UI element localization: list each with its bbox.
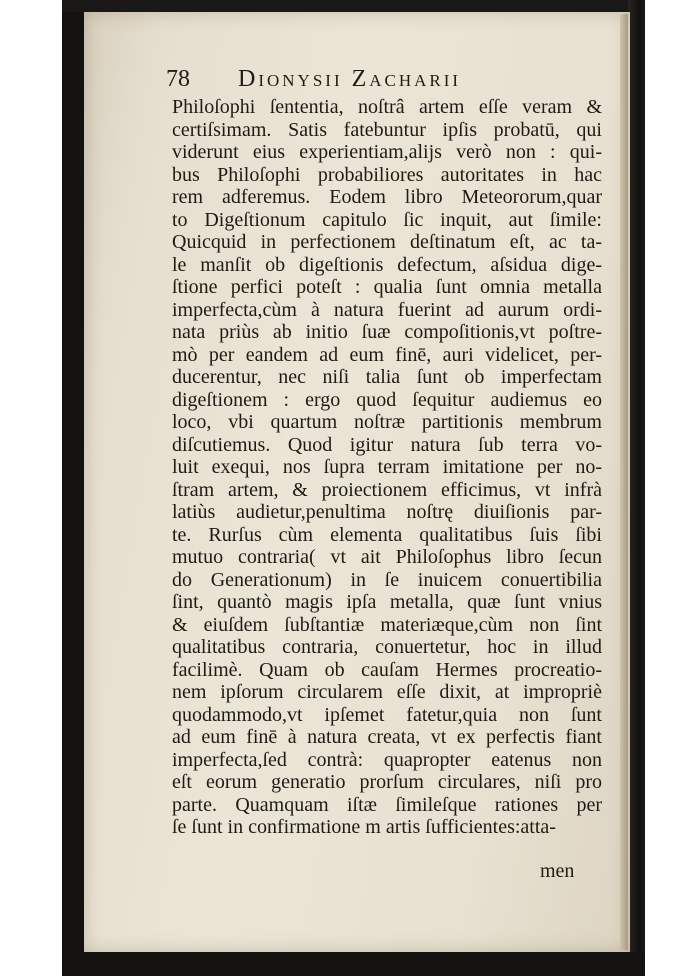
text-line: & eiuſdem ſubſtantiæ materiæque,cùm non ſint <box>172 613 602 636</box>
text-line: loco, vbi quartum noſtræ partitionis membrum <box>172 411 602 433</box>
text-line: Philoſophi ſententia, noſtrâ artem eſſe veram & <box>172 96 602 118</box>
text-line: latiùs audietur,penultima noſtrę diuiſionis par- <box>172 501 602 523</box>
text-line: ducerentur, nec niſi talia ſunt ob imperfectam <box>172 366 602 388</box>
scan-background-top <box>62 0 645 12</box>
text-line: le manſit ob digeſtionis defectum, aſsidua dige- <box>172 253 602 276</box>
scan-background-left <box>62 0 86 976</box>
catchword: men <box>540 860 575 882</box>
text-line: parte. Quamquam iſtæ ſimileſque rationes per <box>172 793 602 816</box>
text-line: ſe ſunt in confirmatione m artis ſufficientes:atta- <box>172 816 556 838</box>
body-text <box>172 96 602 839</box>
text-line: ſint, quantò magis ipſa metalla, quæ ſunt vnius <box>172 591 602 613</box>
text-line: to Digeſtionum capitulo ſic inquit, aut ſimile: <box>172 208 602 231</box>
text-line: bus Philoſophi probabiliores autoritates in hac <box>172 163 602 186</box>
text-line: nem ipſorum circularem eſſe dixit, at impropriè <box>172 681 602 703</box>
page-number: 78 <box>166 66 190 92</box>
text-line: quodammodo,vt ipſemet fatetur,quia non ſunt <box>172 703 602 726</box>
text-line: digeſtionem : ergo quod ſequitur audiemus eo <box>172 388 602 411</box>
scan-background-bottom <box>62 952 645 976</box>
text-line: certiſsimam. Satis fatebuntur ipſis probatū, qui <box>172 118 602 141</box>
text-line: imperfecta,ſed contrà: quapropter eatenus non <box>172 748 602 771</box>
text-line: imperfecta,cùm à natura fuerint ad aurum ordi- <box>172 298 602 321</box>
text-line: mò per eandem ad eum finē, auri videlicet, per- <box>172 343 602 366</box>
text-line: Quicquid in perfectionem deſtinatum eſt, ac ta- <box>172 231 602 253</box>
text-line: nata priùs ab initio ſuæ compoſitionis,vt poſtre- <box>172 321 602 343</box>
page-edge <box>620 14 628 950</box>
text-line: eſt eorum generatio prorſum circulares, niſi pro <box>172 771 602 793</box>
page-header <box>166 64 606 94</box>
text-line: luit exequi, nos ſupra terram imitatione per no- <box>172 456 602 478</box>
text-line: facilimè. Quam ob cauſam Hermes procreatio- <box>172 658 602 681</box>
text-line: ſtione perfici poteſt : qualia ſunt omnia metalla <box>172 276 602 298</box>
text-line: rem adferemus. Eodem libro Meteororum,quar <box>172 186 602 208</box>
text-line: qualitatibus contraria, conuertetur, hoc in illud <box>172 636 602 658</box>
text-line: do Generationum) in ſe inuicem conuertibilia <box>172 568 602 591</box>
running-head: Dionysii Zacharii <box>238 66 462 92</box>
text-line: mutuo contraria( vt ait Philoſophus libro ſecun <box>172 546 602 568</box>
scan-background-right <box>628 0 645 976</box>
text-line: diſcutiemus. Quod igitur natura ſub terra vo- <box>172 433 602 456</box>
text-line: viderunt eius experientiam,alijs verò non : qui- <box>172 141 602 163</box>
text-line: te. Rurſus cùm elementa qualitatibus ſuis ſibi <box>172 523 602 546</box>
text-line: ad eum finē à natura creata, vt ex perfectis fiant <box>172 726 602 748</box>
text-line: ſtram artem, & proiectionem efficimus, vt infrà <box>172 478 602 501</box>
